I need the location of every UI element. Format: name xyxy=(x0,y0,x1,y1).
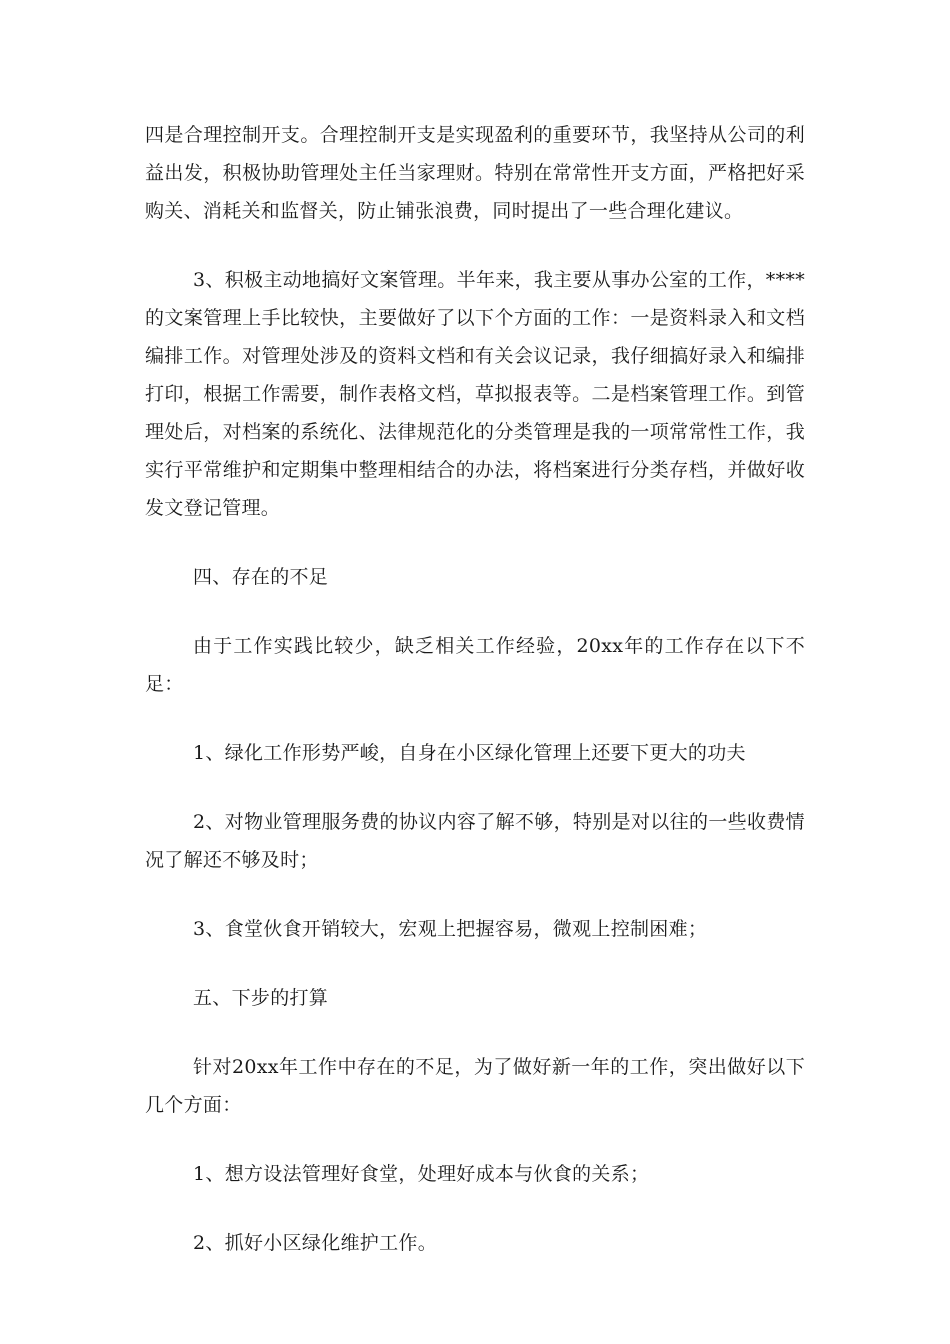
section-heading-shortcomings: 四、存在的不足 xyxy=(193,566,329,588)
list-item-shortcoming-1: 1、绿化工作形势严峻，自身在小区绿化管理上还要下更大的功夫 xyxy=(193,742,746,764)
paragraph-gap xyxy=(145,596,805,627)
paragraph-gap xyxy=(145,1193,805,1224)
paragraph-gap xyxy=(145,772,805,803)
paragraph-gap xyxy=(145,1124,805,1155)
paragraph-cost-control: 四是合理控制开支。合理控制开支是实现盈利的重要环节，我坚持从公司的利益出发，积极协助管理处主任当家理财。特别在常常性开支方面，严格把好采购关、消耗关和监督关，防止铺张浪费，同时提出了一些合理化建议。 xyxy=(145,124,805,222)
paragraph-gap xyxy=(145,703,805,734)
document-body xyxy=(145,116,805,1262)
paragraph-gap xyxy=(145,1017,805,1048)
paragraph-gap xyxy=(145,527,805,558)
paragraph-shortcomings-intro: 由于工作实践比较少，缺乏相关工作经验，20xx年的工作存在以下不足： xyxy=(145,635,805,695)
paragraph-gap xyxy=(145,879,805,910)
list-item-plan-1: 1、想方设法管理好食堂，处理好成本与伙食的关系； xyxy=(193,1163,650,1185)
paragraph-gap xyxy=(145,948,805,979)
list-item-shortcoming-3: 3、食堂伙食开销较大，宏观上把握容易，微观上控制困难； xyxy=(193,918,708,940)
paragraph-document-management: 3、积极主动地搞好文案管理。半年来，我主要从事办公室的工作，****的文案管理上手比较快，主要做好了以下个方面的工作：一是资料录入和文档编排工作。对管理处涉及的资料文档和有关会议记录，我仔细搞好录入和编排打印，根据工作需要，制作表格文档，草拟报表等。二是档案管理工作。到管理处后，对档案的系统化、法律规范化的分类管理是我的一项常常性工作，我实行平常维护和定期集中整理相结合的办法，将档案进行分类存档，并做好收发文登记管理。 xyxy=(145,269,805,519)
list-item-shortcoming-2: 2、对物业管理服务费的协议内容了解不够，特别是对以往的一些收费情况了解还不够及时； xyxy=(145,811,805,871)
section-heading-next-steps: 五、下步的打算 xyxy=(193,987,329,1009)
paragraph-gap xyxy=(145,230,805,261)
paragraph-next-steps-intro: 针对20xx年工作中存在的不足，为了做好新一年的工作，突出做好以下几个方面： xyxy=(145,1056,805,1116)
list-item-plan-2: 2、抓好小区绿化维护工作。 xyxy=(193,1232,437,1254)
